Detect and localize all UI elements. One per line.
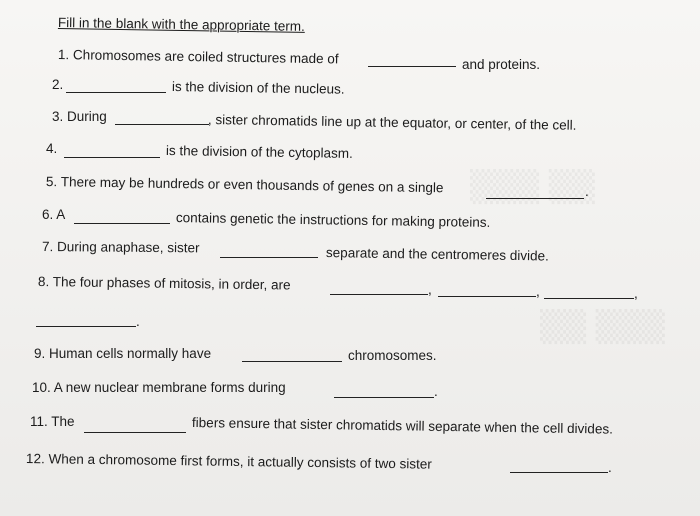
- question-5-blank[interactable]: [486, 198, 584, 199]
- question-3-blank[interactable]: [115, 124, 209, 125]
- question-8-blank-1[interactable]: [330, 294, 428, 295]
- question-8-comma-3: ,: [634, 286, 638, 301]
- question-11-after: fibers ensure that sister chromatids will separate when the cell divides.: [191, 415, 614, 437]
- question-4-number: 4.: [46, 141, 58, 156]
- question-8-blank-3[interactable]: [544, 298, 634, 299]
- question-5-text: 5. There may be hundreds or even thousands of genes on a single: [45, 174, 444, 196]
- question-10-end: .: [434, 384, 438, 399]
- question-2-text: is the division of the nucleus.: [171, 79, 345, 97]
- question-6-after: contains genetic the instructions for making proteins.: [175, 210, 491, 230]
- question-5-end: .: [585, 184, 589, 199]
- question-8-blank-4[interactable]: [36, 326, 136, 327]
- question-12-text: 12. When a chromosome first forms, it actually consists of two sister: [25, 451, 432, 472]
- question-3-after: , sister chromatids line up at the equator, or center, of the cell.: [207, 112, 577, 133]
- question-8-comma-2: ,: [536, 284, 540, 299]
- question-2-blank[interactable]: [66, 92, 166, 93]
- question-8-comma-1: ,: [428, 282, 432, 297]
- question-9-blank[interactable]: [242, 361, 342, 362]
- question-1-blank[interactable]: [368, 66, 456, 67]
- question-3-text: 3. During: [52, 109, 107, 124]
- question-1-text: 1. Chromosomes are coiled structures made of: [57, 47, 339, 67]
- question-6-blank[interactable]: [74, 223, 170, 224]
- question-11-text: 11. The: [30, 414, 75, 429]
- question-10-text: 10. A new nuclear membrane forms during: [32, 380, 286, 395]
- question-2-number: 2.: [52, 77, 64, 92]
- question-11-blank[interactable]: [84, 432, 186, 433]
- question-8-blank-2[interactable]: [438, 296, 536, 297]
- question-4-text: is the division of the cytoplasm.: [165, 143, 353, 161]
- question-4-blank[interactable]: [64, 157, 160, 158]
- question-7-blank[interactable]: [220, 257, 318, 258]
- question-1-after: and proteins.: [462, 57, 541, 72]
- question-7-after: separate and the centromeres divide.: [325, 245, 549, 264]
- question-8-text: 8. The four phases of mitosis, in order, are: [37, 274, 291, 293]
- question-6-text: 6. A: [42, 207, 66, 222]
- question-8-end: .: [136, 314, 140, 329]
- question-12-blank[interactable]: [510, 472, 608, 473]
- question-12-end: .: [608, 460, 612, 475]
- bleed-through-texture: [470, 170, 595, 205]
- bleed-through-texture: [540, 310, 665, 345]
- question-9-after: chromosomes.: [348, 348, 437, 363]
- question-9-text: 9. Human cells normally have: [34, 346, 212, 361]
- question-7-text: 7. During anaphase, sister: [41, 239, 200, 256]
- question-10-blank[interactable]: [334, 397, 434, 398]
- worksheet-title: Fill in the blank with the appropriate term.: [57, 15, 305, 34]
